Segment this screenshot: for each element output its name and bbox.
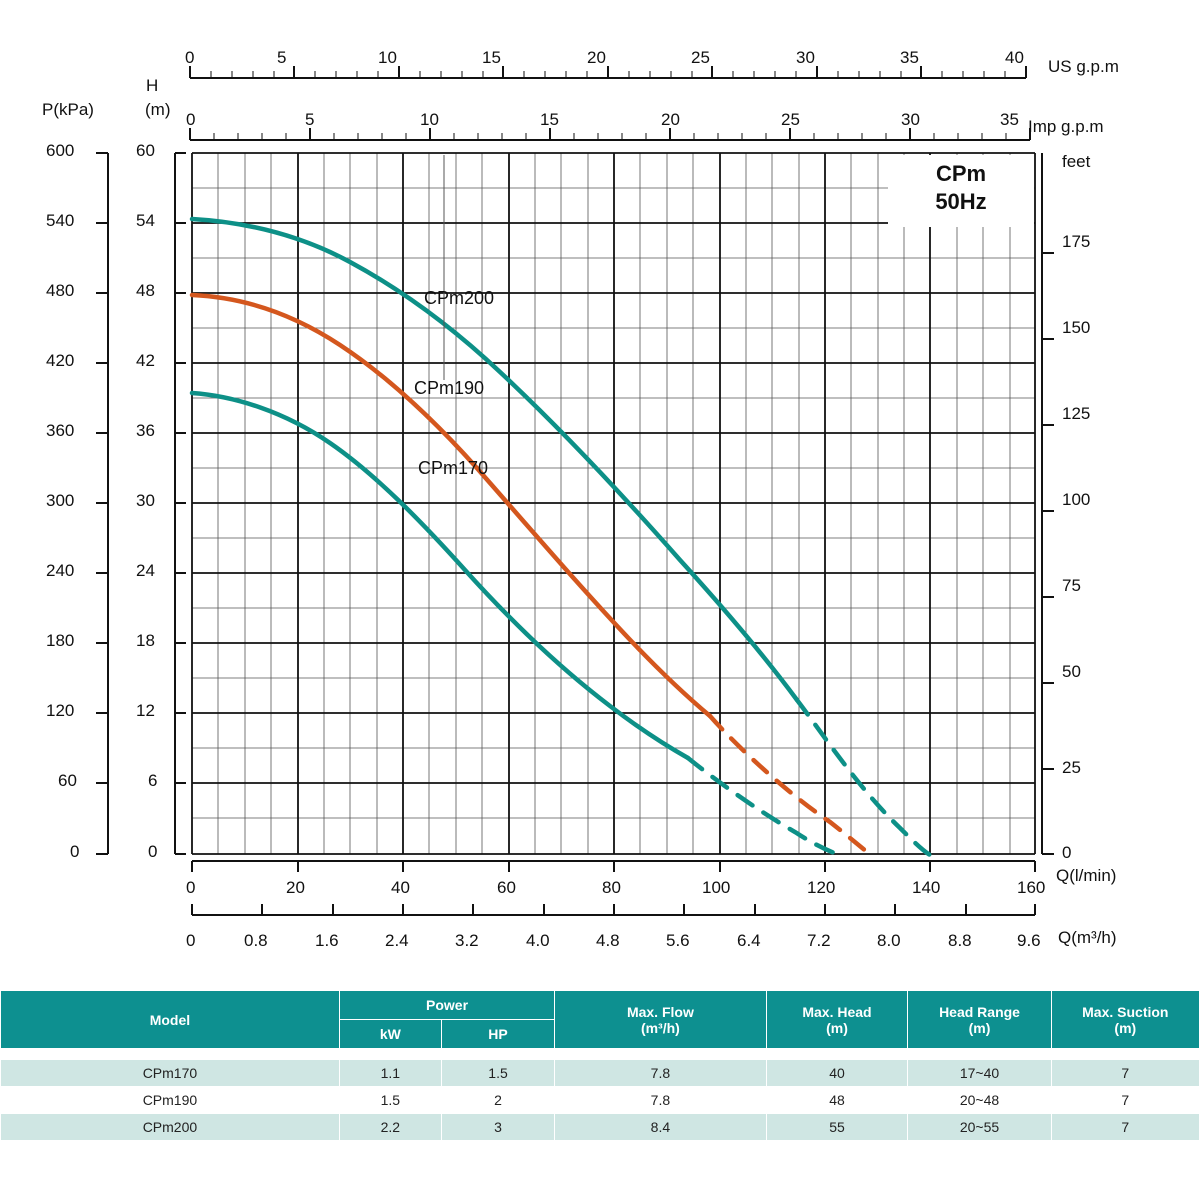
tick-imp-5: 5 [305, 110, 315, 129]
th-head-range-line1: Head Range [939, 1003, 1020, 1020]
tick-m-18: 18 [136, 631, 155, 650]
tick-m3h-4-8: 4.8 [596, 931, 620, 950]
tick-m-12: 12 [136, 701, 155, 720]
th-max-flow-line1: Max. Flow [626, 1003, 694, 1020]
tick-lmin-80: 80 [602, 878, 621, 897]
tick-lmin-20: 20 [286, 878, 305, 897]
tick-imp-20: 20 [661, 110, 680, 129]
tick-lmin-160: 160 [1017, 878, 1046, 897]
axis-label-qlmin: Q(l/min) [1056, 866, 1117, 885]
tick-imp-25: 25 [781, 110, 800, 129]
cell-head-range: 17~40 [908, 1060, 1051, 1087]
tick-kpa-240: 240 [46, 561, 75, 580]
tick-kpa-120: 120 [46, 701, 75, 720]
cell-kw: 2.2 [339, 1114, 441, 1141]
chart-title-line2: 50Hz [935, 188, 987, 214]
cell-hp: 1.5 [441, 1060, 554, 1087]
tick-feet-125: 125 [1062, 404, 1091, 423]
cell-head-range: 20~55 [908, 1114, 1051, 1141]
table-row [1, 1060, 1200, 1087]
tick-us-25: 25 [691, 48, 710, 67]
tick-imp-10: 10 [420, 110, 439, 129]
cell-max-head: 55 [766, 1114, 908, 1141]
curve-cpm200-solid [192, 219, 797, 700]
tick-kpa-420: 420 [46, 351, 75, 370]
cell-max-head: 40 [766, 1060, 908, 1087]
cell-max-flow: 7.8 [555, 1060, 766, 1087]
tick-m-42: 42 [136, 351, 155, 370]
cell-model: CPm170 [1, 1060, 340, 1087]
tick-feet-0: 0 [1062, 843, 1072, 862]
table-spacer-row [1, 1049, 1200, 1060]
tick-feet-50: 50 [1062, 662, 1081, 681]
th-power: Power [339, 991, 554, 1020]
th-max-head-line1: Max. Head [802, 1003, 872, 1020]
tick-m3h-9-6: 9.6 [1017, 931, 1041, 950]
cell-max-suction: 7 [1051, 1060, 1199, 1087]
tick-m3h-8-0: 8.0 [877, 931, 901, 950]
chart-title-line1: CPm [935, 161, 987, 186]
curve-cpm190-dashed [710, 716, 872, 856]
tick-lmin-140: 140 [912, 878, 941, 897]
axis-label-h-header: H [146, 76, 159, 95]
tick-lmin-40: 40 [391, 878, 410, 897]
cell-max-head: 48 [766, 1087, 908, 1114]
cell-hp: 3 [441, 1114, 554, 1141]
tick-m-60: 60 [136, 141, 155, 160]
th-max-suction-line2: (m) [1114, 1019, 1137, 1036]
th-max-head-line2: (m) [826, 1019, 848, 1036]
tick-lmin-0: 0 [186, 878, 196, 897]
tick-feet-75: 75 [1062, 576, 1081, 595]
axis-label-pkpa: P(kPa) [42, 100, 94, 119]
tick-imp-30: 30 [901, 110, 920, 129]
cell-model: CPm190 [1, 1087, 340, 1114]
tick-kpa-600: 600 [46, 141, 75, 160]
th-max-flow [555, 991, 766, 1049]
cell-hp: 2 [441, 1087, 554, 1114]
tick-imp-35: 35 [1000, 110, 1019, 129]
tick-imp-15: 15 [540, 110, 559, 129]
cell-kw: 1.1 [339, 1060, 441, 1087]
table-row [1, 1087, 1200, 1114]
tick-kpa-300: 300 [46, 491, 75, 510]
tick-m-54: 54 [136, 211, 155, 230]
tick-us-0: 0 [185, 48, 195, 67]
curve-label-cpm190: CPm190 [414, 378, 485, 398]
tick-m-24: 24 [136, 561, 155, 580]
tick-m3h-0: 0 [186, 931, 196, 950]
tick-m-6: 6 [148, 771, 158, 790]
tick-m-36: 36 [136, 421, 155, 440]
tick-kpa-180: 180 [46, 631, 75, 650]
tick-us-5: 5 [277, 48, 287, 67]
table-header-row-1 [1, 991, 1200, 1020]
tick-us-20: 20 [587, 48, 606, 67]
axis-label-qm3h: Q(m³/h) [1058, 928, 1117, 947]
tick-feet-150: 150 [1062, 318, 1091, 337]
th-max-suction-line1: Max. Suction [1082, 1003, 1169, 1020]
th-head-range [908, 991, 1051, 1049]
tick-m-0: 0 [148, 842, 158, 861]
tick-kpa-540: 540 [46, 211, 75, 230]
tick-us-40: 40 [1005, 48, 1024, 67]
axis-label-feet: feet [1062, 152, 1091, 171]
curve-label-cpm170: CPm170 [418, 458, 489, 478]
tick-m3h-1-6: 1.6 [315, 931, 339, 950]
tick-feet-100: 100 [1062, 490, 1091, 509]
th-kw: kW [339, 1020, 441, 1049]
axis-label-h-unit: (m) [145, 100, 171, 119]
table-row [1, 1114, 1200, 1141]
th-model: Model [1, 991, 340, 1049]
chart-title [896, 160, 1026, 215]
th-head-range-line2: (m) [968, 1019, 991, 1036]
tick-lmin-60: 60 [497, 878, 516, 897]
specification-table [0, 990, 1200, 1141]
tick-feet-175: 175 [1062, 232, 1091, 251]
tick-m-48: 48 [136, 281, 155, 300]
curve-cpm200-dashed [797, 700, 930, 855]
th-max-suction [1051, 991, 1199, 1049]
tick-m3h-5-6: 5.6 [666, 931, 690, 950]
cell-max-flow: 8.4 [555, 1114, 766, 1141]
tick-us-35: 35 [900, 48, 919, 67]
tick-us-15: 15 [482, 48, 501, 67]
cell-max-flow: 7.8 [555, 1087, 766, 1114]
cell-model: CPm200 [1, 1114, 340, 1141]
tick-lmin-120: 120 [807, 878, 836, 897]
tick-m3h-0-8: 0.8 [244, 931, 268, 950]
cell-max-suction: 7 [1051, 1114, 1199, 1141]
tick-m3h-7-2: 7.2 [807, 931, 831, 950]
axis-label-us-gpm: US g.p.m [1048, 57, 1119, 76]
axis-label-imp-gpm: Imp g.p.m [1028, 117, 1104, 136]
tick-m3h-6-4: 6.4 [737, 931, 761, 950]
tick-m3h-8-8: 8.8 [948, 931, 972, 950]
tick-us-30: 30 [796, 48, 815, 67]
tick-m3h-3-2: 3.2 [455, 931, 479, 950]
th-max-flow-line2: (m³/h) [640, 1019, 680, 1036]
cell-kw: 1.5 [339, 1087, 441, 1114]
tick-feet-25: 25 [1062, 758, 1081, 777]
tick-kpa-60: 60 [58, 771, 77, 790]
cell-max-suction: 7 [1051, 1087, 1199, 1114]
tick-kpa-480: 480 [46, 281, 75, 300]
tick-lmin-100: 100 [702, 878, 731, 897]
tick-m3h-2-4: 2.4 [385, 931, 409, 950]
curve-label-cpm200: CPm200 [424, 288, 495, 308]
tick-kpa-0: 0 [70, 842, 80, 861]
tick-kpa-360: 360 [46, 421, 75, 440]
tick-m-30: 30 [136, 491, 155, 510]
th-max-head [766, 991, 908, 1049]
cell-head-range: 20~48 [908, 1087, 1051, 1114]
tick-m3h-4-0: 4.0 [526, 931, 550, 950]
tick-us-10: 10 [378, 48, 397, 67]
th-hp: HP [441, 1020, 554, 1049]
tick-imp-0: 0 [186, 110, 196, 129]
